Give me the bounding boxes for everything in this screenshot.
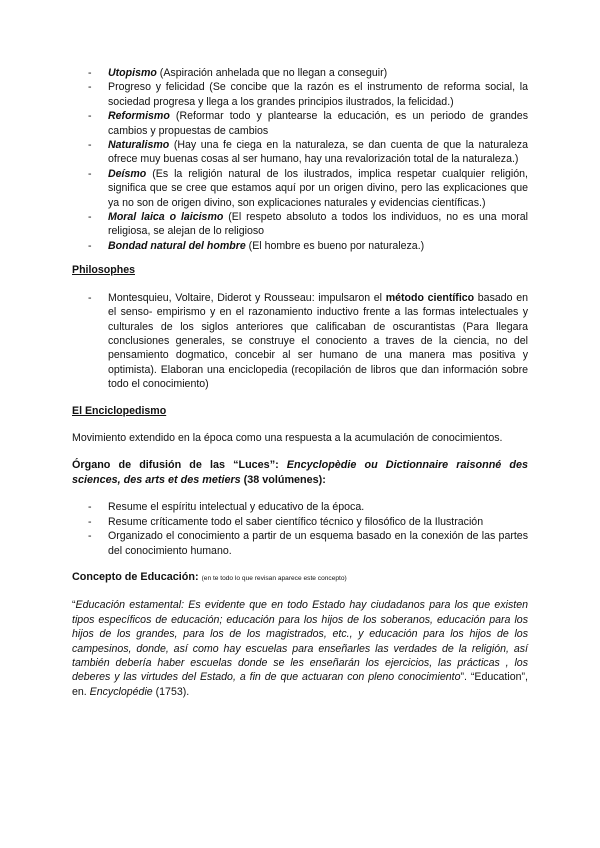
list-item: - Organizado el conocimiento a partir de un esquema basado en la conexión de las partes del conocimiento humano.	[72, 529, 528, 558]
list-item: - Utopismo (Aspiración anhelada que no llegan a conseguir)	[72, 66, 528, 80]
organo-difusion-heading: Órgano de difusión de las “Luces”: Encyclopèdie ou Dictionnaire raisonné des sciences, des arts et des metiers (38 volúmenes):	[72, 459, 528, 487]
list-item: - Bondad natural del hombre (El hombre es bueno por naturaleza.)	[72, 239, 528, 253]
philosophes-list	[72, 291, 528, 392]
concepto-note: (en te todo lo que revisan aparece este concepto)	[201, 574, 347, 582]
list-item: - Naturalismo (Hay una fe ciega en la naturaleza, se dan cuenta de que la naturaleza ofrece muy buenas cosas al ser humano, hay una revalorización total de la naturaleza.)	[72, 138, 528, 167]
enciclopedismo-heading: El Enciclopedismo	[72, 404, 167, 417]
list-item: - Reformismo (Reformar todo y plantearse la educación, es un periodo de grandes cambios y propuestas de cambios	[72, 109, 528, 138]
philosophes-heading: Philosophes	[72, 264, 135, 277]
concepto-educacion-heading: Concepto de Educación: (en te todo lo que revisan aparece este concepto)	[72, 570, 347, 583]
encyclopedie-list	[72, 500, 528, 558]
list-item: - Deísmo (Es la religión natural de los ilustrados, implica respetar cualquier religión, significa que se cree que estamos aquí por un origen divino, pero las explicaciones que ya no son de origen divino, son explicaciones naturales y evidencias científicas.)	[72, 167, 528, 210]
document-body	[72, 66, 528, 699]
list-item: - Montesquieu, Voltaire, Diderot y Rousseau: impulsaron el método científico basado en el senso- empirismo y en el razonamiento inductivo frente a las formas intelectuales y culturales de los siglos anteriores que calificaban de oscurantistas (Para llegara conclusiones generales, se construye el conociento a traves de la ciencia, no del pensamiento dogmatico, concebir al ser humano de una manera mas positiva y optimista). Elaboran una enciclopedia (recopilación de libros que dan información sobre todo el conocimiento)	[72, 291, 528, 392]
list-item: - Resume críticamente todo el saber científico técnico y filosófico de la Ilustración	[72, 515, 528, 529]
encyclopedie-quote: “Educación estamental: Es evidente que en todo Estado hay ciudadanos para los que existen tipos específicos de educación; educación para los hijos de los soberanos, educación para los hijos de los grandes, para los de los magistrados, etc., y educación para los hijos de los campesinos, donde, así como hay escuelas para enseñarles las verdades de la religión, así también debería haber escuelas donde se les enseñarán los ejercicios, las prácticas , los deberes y las virtudes del Estado, a fin de que actuaran con pleno conocimiento”. “Education”, en. Encyclopédie (1753).	[72, 599, 528, 698]
list-item: - Progreso y felicidad (Se concibe que la razón es el instrumento de reforma social, la sociedad progresa y llega a los grandes principios ilustrados, la felicidad.)	[72, 80, 528, 109]
list-item: - Resume el espíritu intelectual y educativo de la época.	[72, 500, 528, 514]
enciclopedismo-intro: Movimiento extendido en la época como una respuesta a la acumulación de conocimientos.	[72, 431, 503, 444]
list-item: - Moral laica o laicismo (El respeto absoluto a todos los individuos, no es una moral religiosa, se alejan de lo religioso	[72, 210, 528, 239]
enlightenment-traits-list	[72, 66, 528, 253]
